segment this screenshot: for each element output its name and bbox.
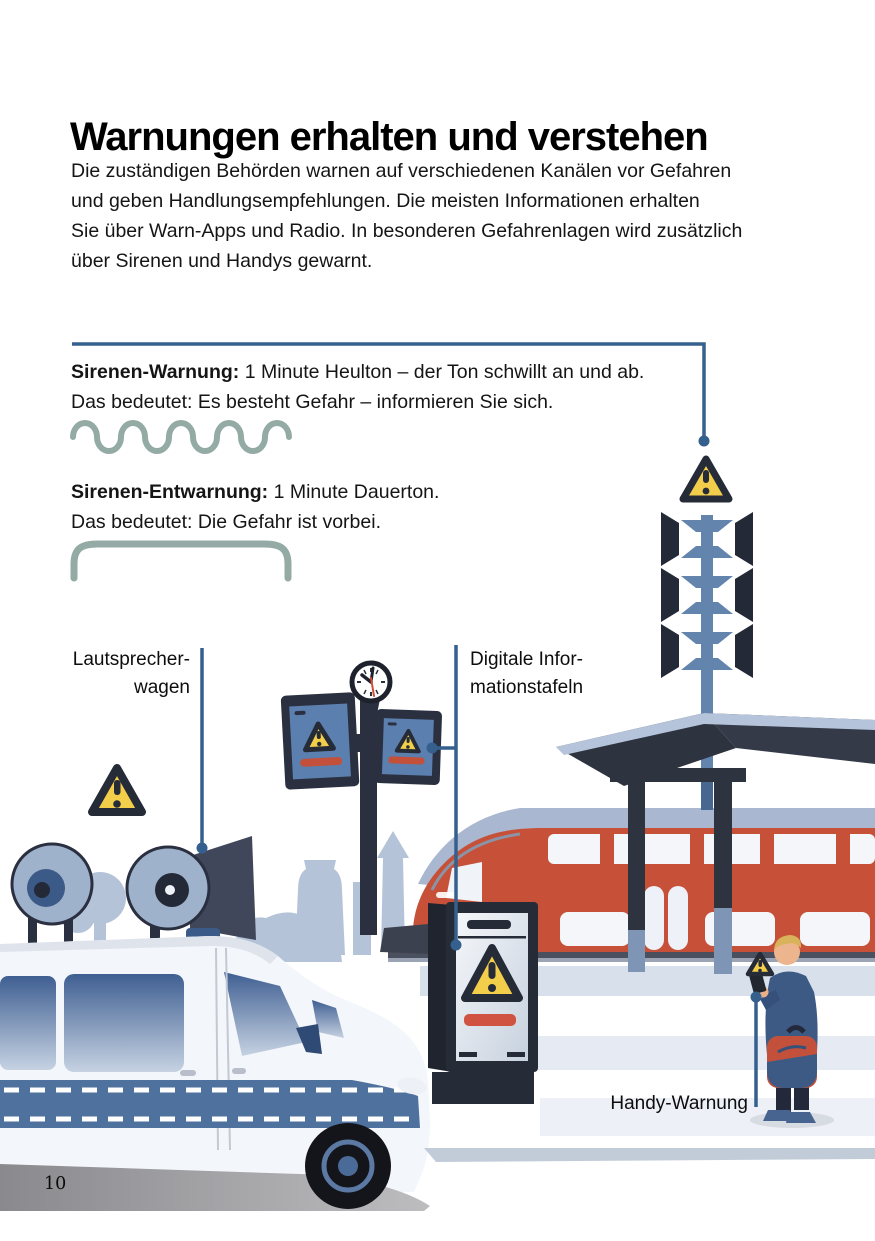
label-loudspeaker-van-line2: wagen	[134, 676, 190, 698]
siren-warning-label: Sirenen-Warnung:	[71, 361, 240, 383]
label-loudspeaker-van-line1: Lautsprecher-	[72, 649, 190, 670]
siren-warning-line	[71, 357, 711, 387]
van-warning-triangle-icon	[92, 768, 142, 812]
siren-all-clear-line	[71, 477, 711, 507]
page-title: Warnungen erhalten und verstehen	[70, 114, 708, 159]
siren-all-clear-meaning: Das bedeutet: Die Gefahr ist vorbei.	[71, 511, 381, 533]
siren-all-clear-label: Sirenen-Entwarnung:	[71, 481, 269, 503]
siren-warning-meaning: Das bedeutet: Es besteht Gefahr – informieren Sie sich.	[71, 391, 554, 413]
continuous-tone-icon	[70, 538, 292, 582]
intro-paragraph	[71, 156, 801, 276]
page-number: 10	[44, 1174, 67, 1194]
siren-warning-text: 1 Minute Heulton – der Ton schwillt an und ab.	[239, 361, 645, 383]
siren-all-clear-block	[71, 477, 711, 537]
wavering-tone-icon	[70, 419, 292, 455]
intro-line: und geben Handlungsempfehlungen. Die meisten Informationen erhalten	[71, 190, 700, 212]
label-digital-info-boards	[470, 646, 650, 701]
label-phone-warning: Handy-Warnung	[610, 1093, 748, 1114]
siren-warning-block	[71, 357, 711, 417]
label-digital-info-boards-line2: mationstafeln	[470, 676, 584, 698]
van-front-wheel	[305, 1123, 391, 1209]
intro-line: über Sirenen und Handys gewarnt.	[71, 250, 373, 272]
label-loudspeaker-van	[20, 646, 190, 701]
label-digital-info-boards-line1: Digitale Infor-	[470, 649, 583, 670]
advertising-pillar-icon	[428, 902, 538, 1104]
loudspeaker-icon	[12, 768, 256, 956]
intro-line: Die zuständigen Behörden warnen auf verschiedenen Kanälen vor Gefahren	[71, 160, 732, 182]
siren-all-clear-text: 1 Minute Dauerton.	[268, 481, 440, 503]
station-clock-icon	[352, 663, 390, 714]
intro-line: Sie über Warn-Apps und Radio. In besonderen Gefahrenlagen wird zusätzlich	[71, 220, 743, 242]
